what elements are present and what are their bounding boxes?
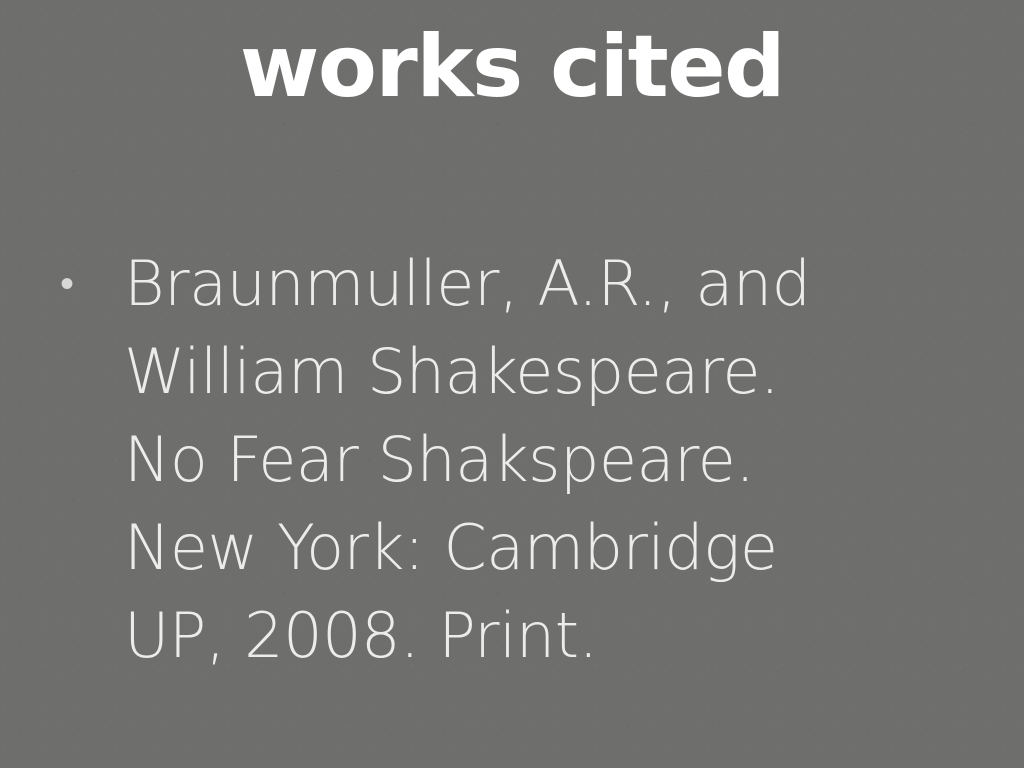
works-cited-list <box>52 240 972 680</box>
citation-text: Braunmuller, A.R., and William Shakespeare. No Fear Shakspeare. New York: Cambridge UP, 2008. Print. <box>124 247 811 672</box>
page-title: works cited <box>239 17 785 117</box>
bullet-marker-icon: • <box>60 262 75 306</box>
